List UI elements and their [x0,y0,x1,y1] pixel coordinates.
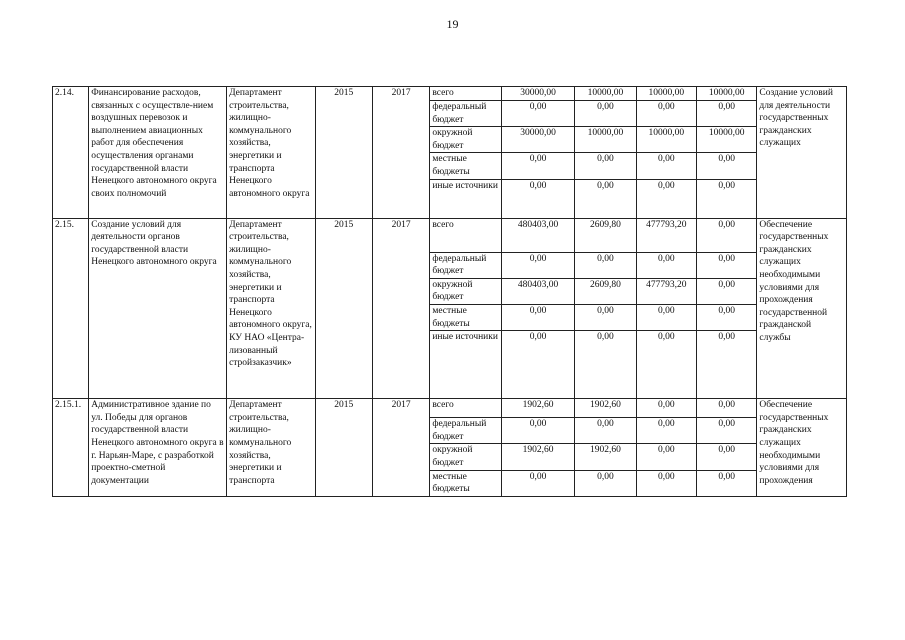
value-2015: 10000,00 [575,87,636,101]
page-number: 19 [446,17,459,31]
value-2015: 0,00 [575,252,636,278]
source-label: федеральный бюджет [430,252,501,278]
value-2015: 0,00 [575,101,636,127]
value-2015: 0,00 [575,179,636,218]
start-year: 2015 [315,399,372,497]
row-number: 2.14. [53,87,89,219]
value-2017: 0,00 [696,153,756,179]
value-2015: 1902,60 [575,399,636,418]
value-2017: 0,00 [696,304,756,330]
value-total: 480403,00 [501,218,574,252]
source-label: всего [430,399,501,418]
value-2016: 477793,20 [636,218,696,252]
value-2017: 0,00 [696,252,756,278]
executor: Департамент строительства, жилищно-коммунального хозяйства, энергетики и транспорта Ненецкого автономного округа [227,87,316,219]
value-2016: 0,00 [636,399,696,418]
value-total: 1902,60 [501,444,574,470]
expected-result: Обеспечение государственных гражданских служащих необходимыми условиями для прохождения государственной гражданской службы [757,218,847,399]
value-2016: 477793,20 [636,278,696,304]
value-total: 0,00 [501,470,574,496]
end-year: 2017 [372,218,429,399]
value-2017: 0,00 [696,418,756,444]
expected-result: Обеспечение государственных гражданских служащих необходимыми условиями для прохождения [757,399,847,497]
value-2017: 0,00 [696,218,756,252]
value-total: 0,00 [501,252,574,278]
value-2017: 0,00 [696,278,756,304]
activity-name: Финансирование расходов, связанных с осуществле-нием воздушных перевозок и выполнением авиационных работ для обеспечения осуществления органами государственной власти Ненецкого автономного округа своих полномочий [89,87,227,219]
value-total: 0,00 [501,179,574,218]
row-number: 2.15.1. [53,399,89,497]
source-label: федеральный бюджет [430,101,501,127]
table-row [53,87,847,101]
value-2017: 0,00 [696,179,756,218]
value-2016: 0,00 [636,179,696,218]
value-total: 0,00 [501,101,574,127]
value-2015: 0,00 [575,304,636,330]
source-label: всего [430,218,501,252]
value-2016: 0,00 [636,252,696,278]
end-year: 2017 [372,87,429,219]
source-label: местные бюджеты [430,304,501,330]
executor: Департамент строительства, жилищно-коммунального хозяйства, энергетики и транспорта [227,399,316,497]
value-2015: 0,00 [575,331,636,399]
value-2017: 0,00 [696,470,756,496]
program-table [52,86,847,497]
start-year: 2015 [315,87,372,219]
value-2015: 2609,80 [575,278,636,304]
value-2016: 0,00 [636,444,696,470]
table-row [53,218,847,252]
end-year: 2017 [372,399,429,497]
value-total: 0,00 [501,304,574,330]
start-year: 2015 [315,218,372,399]
value-2016: 0,00 [636,304,696,330]
value-2015: 0,00 [575,418,636,444]
value-2015: 2609,80 [575,218,636,252]
value-2016: 10000,00 [636,127,696,153]
source-label: окружной бюджет [430,278,501,304]
value-total: 0,00 [501,153,574,179]
value-2015: 10000,00 [575,127,636,153]
value-2017: 0,00 [696,331,756,399]
source-label: местные бюджеты [430,153,501,179]
value-total: 30000,00 [501,127,574,153]
source-label: местные бюджеты [430,470,501,496]
value-2015: 1902,60 [575,444,636,470]
executor: Департамент строительства, жилищно-коммунального хозяйства, энергетики и транспорта Ненецкого автономного округа, КУ НАО «Центра-лизованный стройзаказчик» [227,218,316,399]
value-2015: 0,00 [575,470,636,496]
source-label: окружной бюджет [430,127,501,153]
value-total: 480403,00 [501,278,574,304]
value-total: 1902,60 [501,399,574,418]
activity-name: Создание условий для деятельности органов государственной власти Ненецкого автономного округа [89,218,227,399]
source-label: иные источники [430,331,501,399]
value-2017: 10000,00 [696,127,756,153]
source-label: федеральный бюджет [430,418,501,444]
value-2017: 0,00 [696,101,756,127]
activity-name: Административное здание по ул. Победы для органов государственной власти Ненецкого автономного округа в г. Нарьян-Маре, с разработкой проектно-сметной документации [89,399,227,497]
source-label: иные источники [430,179,501,218]
value-2016: 0,00 [636,331,696,399]
value-2016: 0,00 [636,418,696,444]
value-2017: 10000,00 [696,87,756,101]
value-2017: 0,00 [696,444,756,470]
value-2016: 0,00 [636,153,696,179]
value-2015: 0,00 [575,153,636,179]
value-2016: 0,00 [636,470,696,496]
value-2016: 0,00 [636,101,696,127]
value-2016: 10000,00 [636,87,696,101]
value-total: 30000,00 [501,87,574,101]
source-label: всего [430,87,501,101]
row-number: 2.15. [53,218,89,399]
value-2017: 0,00 [696,399,756,418]
value-total: 0,00 [501,331,574,399]
value-total: 0,00 [501,418,574,444]
expected-result: Создание условий для деятельности государственных гражданских служащих [757,87,847,219]
source-label: окружной бюджет [430,444,501,470]
table-row [53,399,847,418]
